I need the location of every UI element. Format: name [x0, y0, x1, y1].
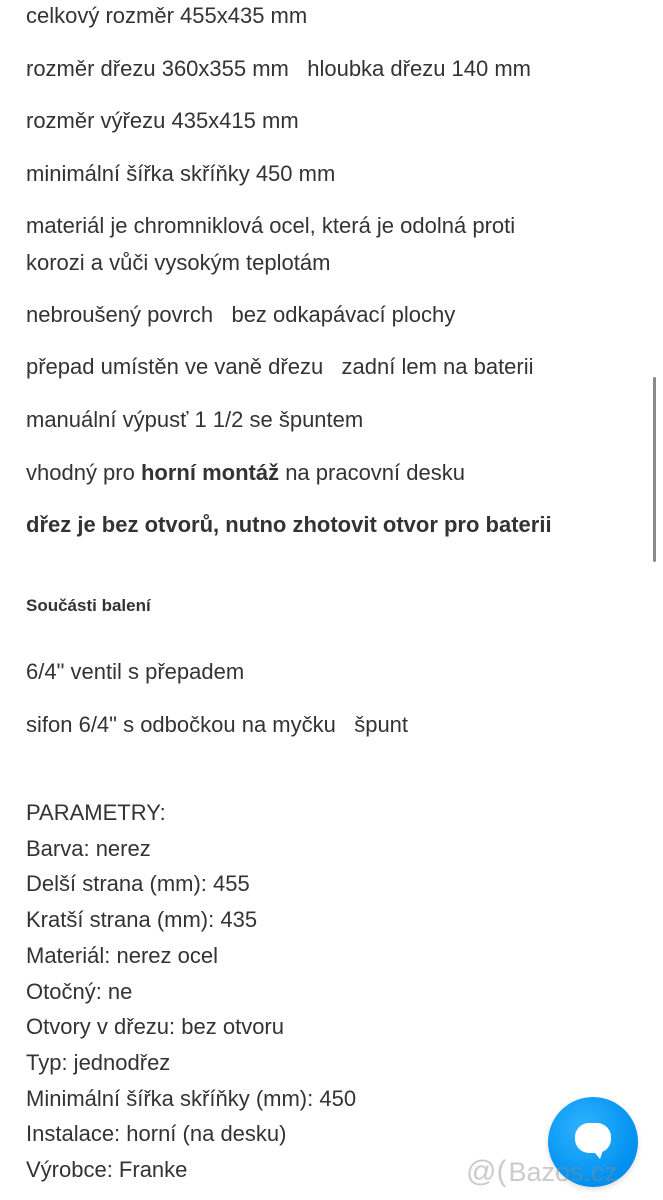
parameter-row: Minimální šířka skříňky (mm): 450 [26, 1085, 357, 1111]
parameters-heading: PARAMETRY: [26, 800, 166, 825]
spec-line: rozměr výřezu 435x415 mm [26, 108, 299, 133]
package-title: Součásti balení [26, 596, 151, 615]
watermark-text: Bazos.cz [508, 1156, 618, 1187]
mounting-bold: horní montáž [140, 460, 280, 485]
mounting-prefix: vhodný pro [26, 460, 141, 485]
notice-line: dřez je bez otvorů, nutno zhotovit otvor pro baterii [26, 512, 552, 537]
parameter-row: Otvory v dřezu: bez otvoru [26, 1014, 284, 1040]
spec-line: rozměr dřezu 360x355 mm hloubka dřezu 140 mm [26, 56, 532, 81]
watermark-symbol: @( [466, 1155, 507, 1188]
spec-line: korozi a vůči vysokým teplotám [26, 250, 331, 275]
scrollbar[interactable] [653, 377, 656, 562]
package-item: 6/4" ventil s přepadem [26, 659, 245, 684]
parameter-row: Typ: jednodřez [26, 1049, 171, 1075]
spec-line: celkový rozměr 455x435 mm [26, 3, 308, 28]
bazos-watermark [466, 1150, 661, 1194]
spec-line: minimální šířka skříňky 450 mm [26, 161, 336, 186]
spec-line: přepad umístěn ve vaně dřezu zadní lem na baterii [26, 354, 534, 379]
parameter-row: Instalace: horní (na desku) [26, 1121, 287, 1147]
package-item: sifon 6/4" s odbočkou na myčku špunt [26, 712, 409, 737]
parameter-row: Kratší strana (mm): 435 [26, 907, 258, 933]
mounting-suffix: na pracovní desku [279, 460, 465, 485]
parameter-row: Výrobce: Franke [26, 1157, 188, 1183]
parameter-row: Delší strana (mm): 455 [26, 871, 250, 897]
parameter-row: Materiál: nerez ocel [26, 942, 218, 968]
parameter-row: Otočný: ne [26, 978, 133, 1004]
mounting-line [26, 455, 465, 491]
spec-line: manuální výpusť 1 1/2 se špuntem [26, 407, 364, 432]
spec-line: nebroušený povrch bez odkapávací plochy [26, 302, 456, 327]
parameters-list [26, 795, 356, 1188]
parameter-row: Barva: nerez [26, 835, 151, 861]
spec-line: materiál je chromniklová ocel, která je odolná proti [26, 213, 516, 238]
